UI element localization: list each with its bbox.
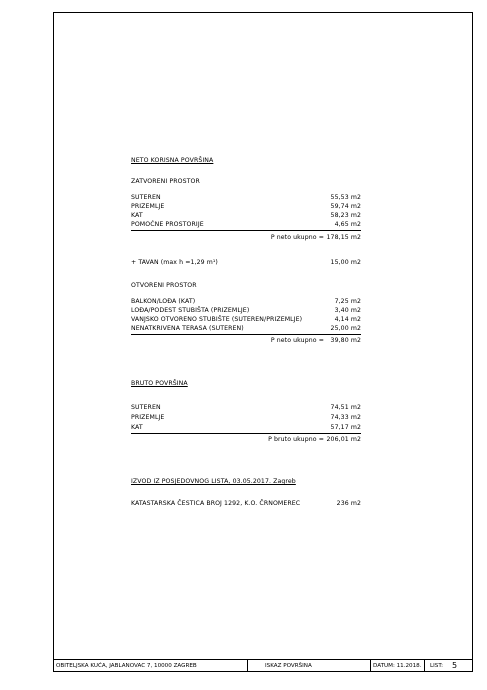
- closed-row-label: POMOĆNE PROSTORIJE: [131, 221, 204, 228]
- closed-row-label: PRIZEMLJE: [131, 203, 165, 210]
- open-row-label: NENATKRIVENA TERASA (SUTEREN): [131, 325, 244, 332]
- sheet-border: [53, 12, 473, 672]
- open-row-label: LOĐA/PODEST STUBIŠTA (PRIZEMLJE): [131, 307, 250, 314]
- title-block-divider: [370, 660, 371, 672]
- bruto-row-value: 74,33 m2: [330, 414, 361, 421]
- title-block: [53, 659, 473, 672]
- parcel-label: KATASTARSKA ČESTICA BROJ 1292, K.O. ČRNOMEREC: [131, 500, 301, 507]
- closed-total-label: P neto ukupno =: [270, 234, 324, 241]
- open-total-label: P neto ukupno =: [270, 337, 324, 344]
- open-space-title: OTVORENI PROSTOR: [131, 282, 197, 289]
- bruto-total-label: P bruto ukupno =: [268, 436, 324, 443]
- open-row-label: VANJSKO OTVORENO STUBIŠTE (SUTEREN/PRIZEMLJE): [131, 316, 303, 323]
- bruto-title: BRUTO POVRŠINA: [131, 380, 188, 387]
- izvod-title: IZVOD IZ POSJEDOVNOG LISTA, 03.05.2017. Zagreb: [131, 478, 296, 485]
- closed-row-value: 4,65 m2: [334, 221, 361, 228]
- tavan-value: 15,00 m2: [330, 259, 361, 266]
- sheet-title: ISKAZ POVRŠINA: [265, 663, 312, 669]
- open-total-rule: [131, 334, 361, 335]
- bruto-row-label: PRIZEMLJE: [131, 414, 165, 421]
- open-total-value: 39,80 m2: [330, 337, 361, 344]
- project-name: OBITELJSKA KUĆA, JABLANOVAC 7, 10000 ZAGREB: [56, 663, 197, 669]
- sheet-label: LIST:: [430, 663, 444, 669]
- bruto-row-label: KAT: [131, 424, 143, 431]
- neto-title: NETO KORISNA POVRŠINA: [131, 157, 214, 164]
- tavan-label: + TAVAN (max h =1,29 m¹): [131, 259, 218, 266]
- closed-row-label: SUTEREN: [131, 194, 161, 201]
- closed-row-label: KAT: [131, 212, 143, 219]
- open-row-value: 7,25 m2: [334, 298, 361, 305]
- open-row-value: 25,00 m2: [330, 325, 361, 332]
- closed-row-value: 58,23 m2: [330, 212, 361, 219]
- parcel-value: 236 m2: [336, 500, 361, 507]
- title-block-divider: [247, 660, 248, 672]
- sheet-number: 5: [452, 661, 458, 670]
- closed-space-title: ZATVORENI PROSTOR: [131, 178, 200, 185]
- bruto-total-rule: [131, 433, 361, 434]
- bruto-row-value: 57,17 m2: [330, 424, 361, 431]
- open-row-label: BALKON/LOĐA (KAT): [131, 298, 196, 305]
- bruto-total-value: 206,01 m2: [326, 436, 361, 443]
- closed-total-rule: [131, 230, 361, 231]
- drawing-date: DATUM: 11.2018.: [373, 663, 422, 669]
- open-row-value: 3,40 m2: [334, 307, 361, 314]
- title-block-divider: [424, 660, 425, 672]
- open-row-value: 4,14 m2: [334, 316, 361, 323]
- bruto-row-label: SUTEREN: [131, 404, 161, 411]
- bruto-row-value: 74,51 m2: [330, 404, 361, 411]
- closed-row-value: 55,53 m2: [330, 194, 361, 201]
- closed-total-value: 178,15 m2: [326, 234, 361, 241]
- closed-row-value: 59,74 m2: [330, 203, 361, 210]
